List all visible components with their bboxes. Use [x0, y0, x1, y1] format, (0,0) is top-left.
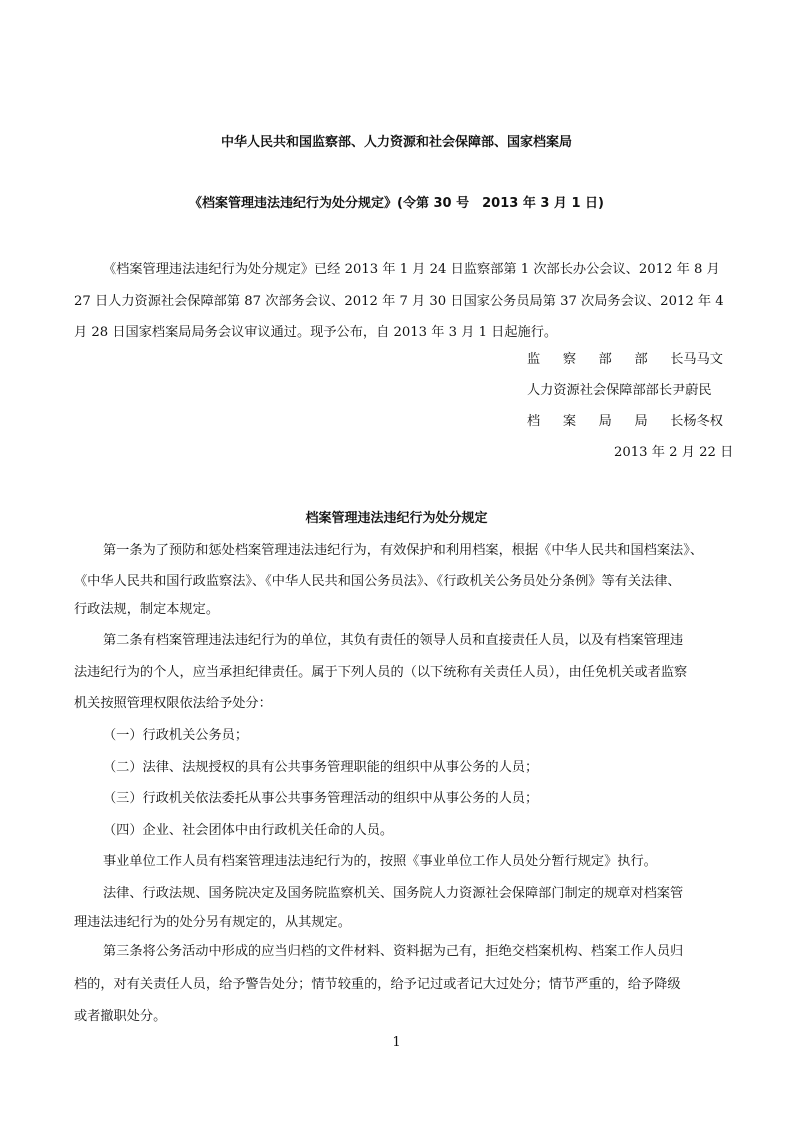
- body-line: 行政法规，制定本规定。: [74, 602, 220, 617]
- body-line: 机关按照管理权限依法给予处分：: [74, 696, 272, 711]
- signature-char: 局: [598, 414, 612, 429]
- signature-supervision: [527, 353, 723, 366]
- issuer-heading: 中华人民共和国监察部、人力资源和社会保障部、国家档案局: [220, 135, 572, 150]
- list-item: （二）法律、法规授权的具有公共事务管理职能的组织中从事公务的人员；: [103, 760, 539, 775]
- signature-role: 长杨冬权: [670, 414, 723, 429]
- signature-role: 长马马文: [670, 352, 723, 367]
- body-line: 第一条为了预防和惩处档案管理违法违纪行为，有效保护和利用档案，根据《中华人民共和国档案法》、: [103, 543, 704, 558]
- body-line: 法律、行政法规、国务院决定及国务院监察机关、国务院人力资源社会保障部门制定的规章对档案管: [103, 886, 684, 901]
- regulation-title: 档案管理违法违纪行为处分规定: [305, 511, 488, 526]
- signature-char: 档: [527, 414, 541, 429]
- signature-char: 察: [562, 352, 576, 367]
- signature-char: 部: [634, 352, 648, 367]
- body-line: 第三条将公务活动中形成的应当归档的文件材料、资料据为己有，拒绝交档案机构、档案工作人员归: [103, 944, 684, 959]
- body-line: 事业单位工作人员有档案管理违法违纪行为的，按照《事业单位工作人员处分暂行规定》执行。: [103, 854, 657, 869]
- signature-archives: [527, 415, 723, 428]
- signature-hr: 人力资源社会保障部部长尹蔚民: [527, 383, 712, 398]
- signature-date: 2013 年 2 月 22 日: [614, 445, 734, 460]
- list-item: （一）行政机关公务员；: [103, 728, 249, 743]
- body-line: 理违法违纪行为的处分另有规定的，从其规定。: [74, 915, 351, 930]
- signature-char: 监: [527, 352, 541, 367]
- body-line: 《中华人民共和国行政监察法》、《中华人民共和国公务员法》、《行政机关公务员处分条例》等有关法律、: [74, 574, 681, 589]
- body-line: 第二条有档案管理违法违纪行为的单位，其负有责任的领导人员和直接责任人员，以及有档案管理违: [103, 633, 684, 648]
- preamble-line: 《档案管理违法违纪行为处分规定》已经 2013 年 1 月 24 日监察部第 1 次部长办公会议、2012 年 8 月: [103, 262, 720, 277]
- body-line: 档的，对有关责任人员，给予警告处分；情节较重的，给予记过或者记大过处分；情节严重的，给予降级: [74, 977, 681, 992]
- preamble-line: 月 28 日国家档案局局务会议审议通过。现予公布，自 2013 年 3 月 1 日起施行。: [74, 325, 558, 340]
- page-number: 1: [392, 1035, 401, 1050]
- body-line: 或者撤职处分。: [74, 1009, 167, 1024]
- body-line: 法违纪行为的个人，应当承担纪律责任。属于下列人员的（以下统称有关责任人员），由任免机关或者监察: [74, 665, 688, 680]
- list-item: （四）企业、社会团体中由行政机关任命的人员。: [103, 823, 394, 838]
- signature-char: 局: [634, 414, 648, 429]
- order-title: 《档案管理违法违纪行为处分规定》(令第 30 号 2013 年 3 月 1 日): [189, 196, 604, 211]
- preamble-line: 27 日人力资源社会保障部第 87 次部务会议、2012 年 7 月 30 日国家公务员局第 37 次局务会议、2012 年 4: [74, 294, 724, 309]
- list-item: （三）行政机关依法委托从事公共事务管理活动的组织中从事公务的人员；: [103, 791, 539, 806]
- signature-char: 案: [562, 414, 576, 429]
- signature-char: 部: [598, 352, 612, 367]
